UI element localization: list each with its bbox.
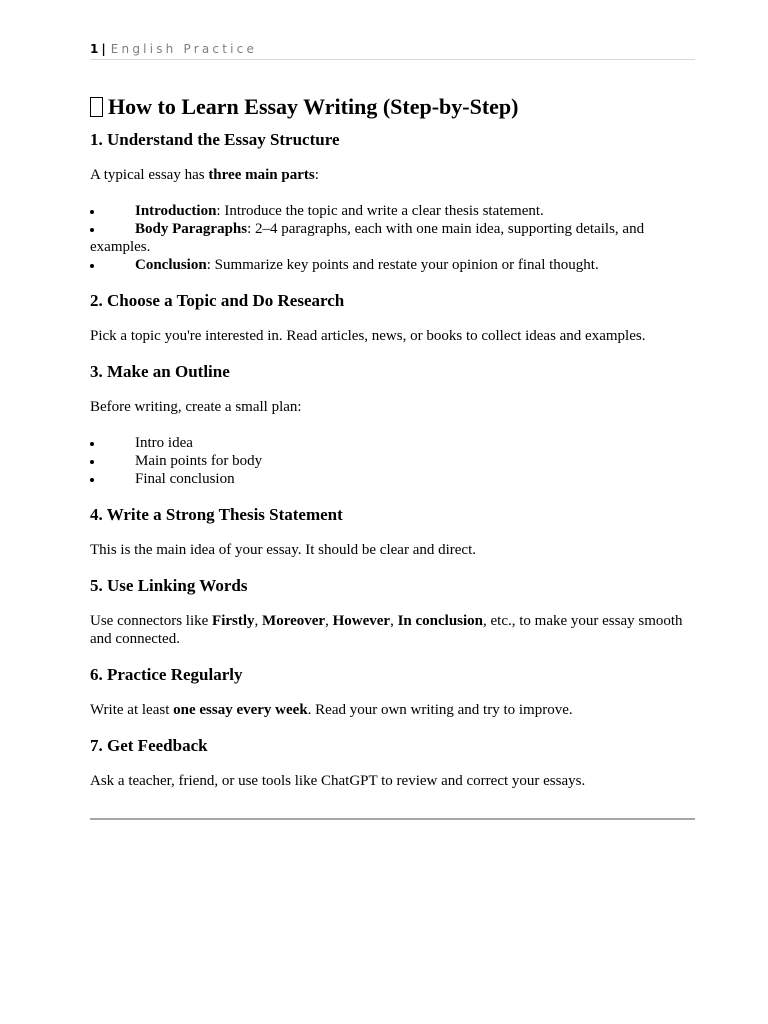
document-body: [90, 90, 695, 790]
document-title: [90, 90, 695, 124]
page-number: 1: [90, 42, 99, 56]
section-4-text: This is the main idea of your essay. It should be clear and direct.: [90, 542, 476, 558]
list-item: Intro idea: [90, 434, 695, 452]
list-item: Introduction: Introduce the topic and write a clear thesis statement.: [90, 202, 695, 220]
section-7-text: Ask a teacher, friend, or use tools like ChatGPT to review and correct your essays.: [90, 773, 586, 789]
header-separator: |: [101, 42, 106, 56]
page-header: [90, 40, 695, 60]
list-item: Final conclusion: [90, 470, 695, 488]
section-heading-5: 5. Use Linking Words: [90, 576, 248, 595]
structure-list: [90, 202, 695, 274]
section-heading-2: 2. Choose a Topic and Do Research: [90, 291, 345, 310]
section-1-intro: A typical essay has three main parts:: [90, 167, 319, 183]
section-heading-6: 6. Practice Regularly: [90, 665, 243, 684]
missing-glyph-icon: [90, 97, 103, 117]
section-heading-1: 1. Understand the Essay Structure: [90, 130, 340, 149]
footer-divider: [90, 818, 695, 820]
title-text: How to Learn Essay Writing (Step-by-Step): [108, 94, 519, 119]
section-heading-4: 4. Write a Strong Thesis Statement: [90, 505, 343, 524]
outline-list: [90, 434, 695, 488]
list-item: Main points for body: [90, 452, 695, 470]
section-5-text: Use connectors like Firstly, Moreover, However, In conclusion, etc., to make your essay smooth and connected.: [90, 613, 683, 647]
list-item: Conclusion: Summarize key points and restate your opinion or final thought.: [90, 256, 695, 274]
section-heading-3: 3. Make an Outline: [90, 362, 230, 381]
list-item: Body Paragraphs: 2–4 paragraphs, each with one main idea, supporting details, and examples.: [90, 220, 695, 256]
section-3-text: Before writing, create a small plan:: [90, 399, 302, 415]
header-label: English Practice: [110, 42, 258, 56]
section-heading-7: 7. Get Feedback: [90, 736, 208, 755]
section-2-text: Pick a topic you're interested in. Read articles, news, or books to collect ideas and examples.: [90, 328, 646, 344]
section-6-text: Write at least one essay every week. Read your own writing and try to improve.: [90, 702, 573, 718]
